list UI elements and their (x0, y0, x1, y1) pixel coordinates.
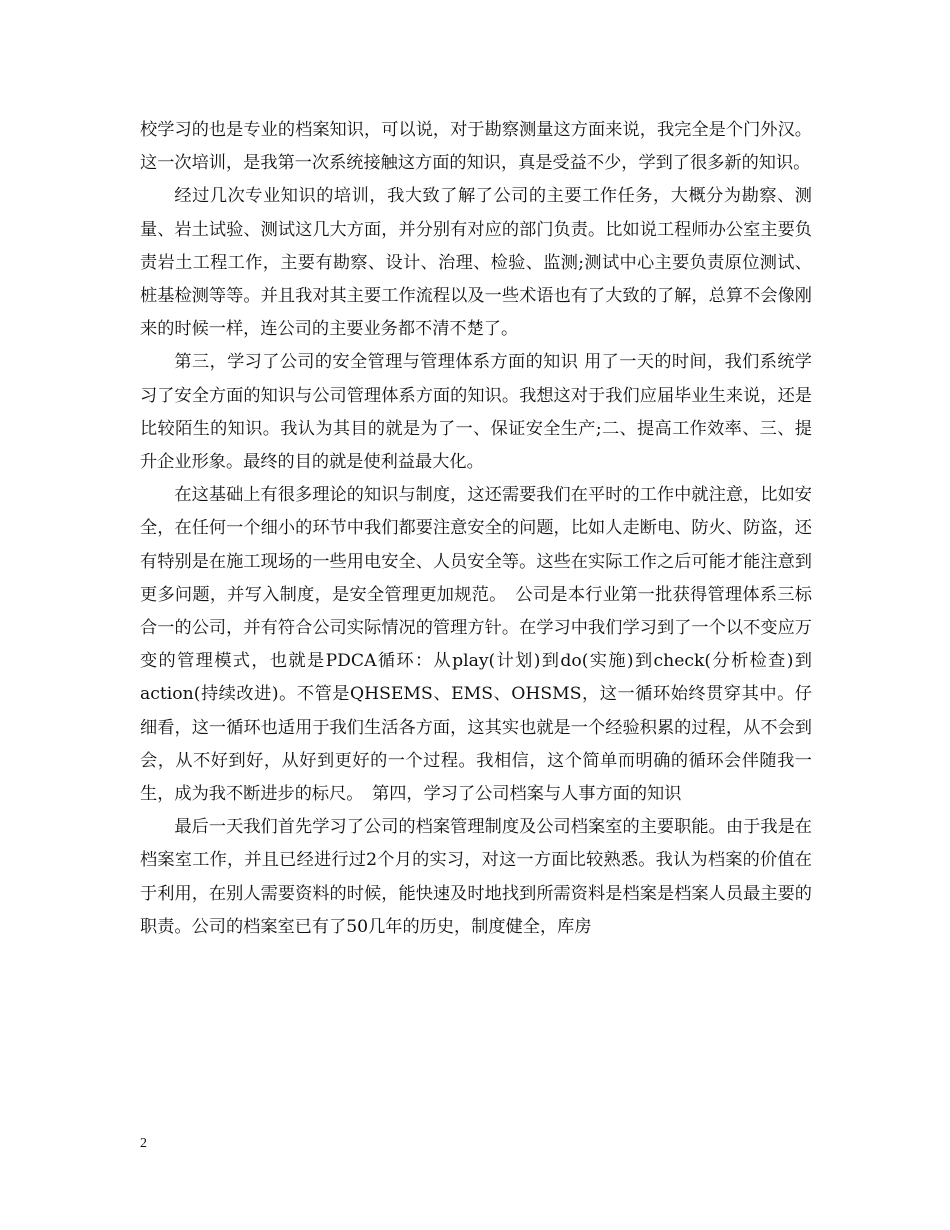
paragraph-3: 第三，学习了公司的安全管理与管理体系方面的知识 用了一天的时间，我们系统学习了安全方面的知识与公司管理体系方面的知识。我想这对于我们应届毕业生来说，还是比较陌生的知识。我认为其目的就是为了一、保证安全生产;二、提高工作效率、三、提升企业形象。最终的目的就是使利益最大化。 (140, 352, 812, 473)
page-number: 2 (140, 1136, 147, 1151)
paragraph-4: 在这基础上有很多理论的知识与制度，这还需要我们在平时的工作中就注意，比如安全，在任何一个细小的环节中我们都要注意安全的问题，比如人走断电、防火、防盗，还有特别是在施工现场的一些用电安全、人员安全等。这些在实际工作之后可能才能注意到更多问题，并写入制度，是安全管理更加规范。 公司是本行业第一批获得管理体系三标合一的公司，并有符合公司实际情况的管理方针。在学习中我们学习到了一个以不变应万变的管理模式，也就是PDCA循环：从play(计划)到do(实施)到check(分析检查)到action(持续改进)。不管是QHSEMS、EMS、OHSMS，这一循环始终贯穿其中。仔细看，这一循环也适用于我们生活各方面，这其实也就是一个经验积累的过程，从不会到会，从不好到好，从好到更好的一个过程。我相信，这个简单而明确的循环会伴随我一生，成为我不断进步的标尺。 第四，学习了公司档案与人事方面的知识 (140, 485, 812, 805)
paragraph-5: 最后一天我们首先学习了公司的档案管理制度及公司档案室的主要职能。由于我是在档案室工作，并且已经进行过2个月的实习，对这一方面比较熟悉。我认为档案的价值在于利用，在别人需要资料的时候，能快速及时地找到所需资料是档案是档案人员最主要的职责。公司的档案室已有了50几年的历史，制度健全，库房 (140, 817, 812, 937)
paragraph-1: 校学习的也是专业的档案知识，可以说，对于勘察测量这方面来说，我完全是个门外汉。这一次培训，是我第一次系统接触这方面的知识，真是受益不少，学到了很多新的知识。 (140, 120, 812, 174)
document-body (140, 114, 812, 944)
paragraph-2: 经过几次专业知识的培训，我大致了解了公司的主要工作任务，大概分为勘察、测量、岩土试验、测试这几大方面，并分别有对应的部门负责。比如说工程师办公室主要负责岩土工程工作，主要有勘察、设计、治理、检验、监测;测试中心主要负责原位测试、桩基检测等等。并且我对其主要工作流程以及一些术语也有了大致的了解，总算不会像刚来的时候一样，连公司的主要业务都不清不楚了。 (140, 186, 812, 340)
